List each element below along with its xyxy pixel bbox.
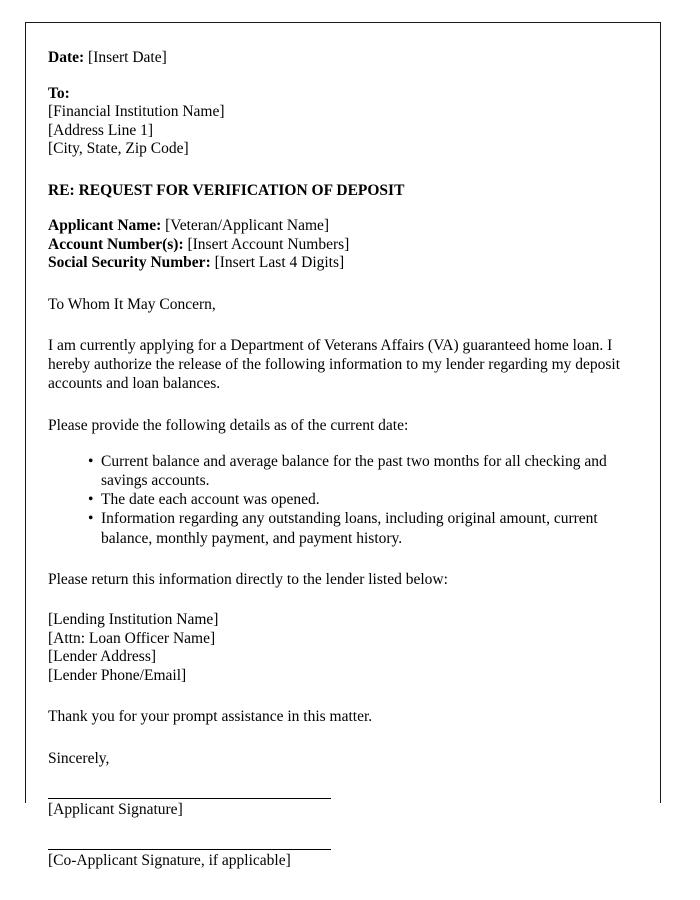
to-label: To: xyxy=(48,84,70,102)
document-content xyxy=(26,23,660,871)
spacer xyxy=(48,314,634,336)
account-numbers-row xyxy=(48,236,634,255)
list-item: • Current balance and average balance for the past two months for all checking and savings accounts. xyxy=(88,452,634,490)
list-item: • The date each account was opened. xyxy=(88,490,634,509)
account-numbers-value: [Insert Account Numbers] xyxy=(187,235,350,253)
requested-details-list xyxy=(48,452,634,548)
applicant-name-value: [Veteran/Applicant Name] xyxy=(165,216,330,234)
spacer xyxy=(48,273,634,295)
applicant-name-row xyxy=(48,217,634,236)
spacer xyxy=(48,819,634,849)
ssn-label: Social Security Number: xyxy=(48,254,211,272)
spacer xyxy=(48,727,634,749)
recipient-institution: [Financial Institution Name] xyxy=(48,103,225,121)
spacer xyxy=(48,589,634,611)
coapplicant-signature-label: [Co-Applicant Signature, if applicable] xyxy=(48,852,291,870)
recipient-city-state-zip: [City, State, Zip Code] xyxy=(48,140,189,158)
ssn-value: [Insert Last 4 Digits] xyxy=(214,254,345,272)
thanks-paragraph: Thank you for your prompt assistance in this matter. xyxy=(48,708,373,726)
spacer xyxy=(48,685,634,707)
account-numbers-label: Account Number(s): xyxy=(48,235,184,253)
closing: Sincerely, xyxy=(48,749,110,767)
return-instruction: Please return this information directly to the lender listed below: xyxy=(48,570,448,588)
document-page xyxy=(25,22,661,870)
recipient-address-line: [Address Line 1] xyxy=(48,121,154,139)
ssn-row xyxy=(48,254,634,273)
lender-attn: [Attn: Loan Officer Name] xyxy=(48,629,216,647)
spacer xyxy=(48,768,634,798)
spacer xyxy=(48,435,634,452)
spacer xyxy=(48,159,634,181)
date-value: [Insert Date] xyxy=(88,49,167,66)
lender-contact: [Lender Phone/Email] xyxy=(48,666,187,684)
applicant-name-label: Applicant Name: xyxy=(48,216,162,234)
spacer xyxy=(48,200,634,217)
spacer xyxy=(48,394,634,416)
subject-heading: RE: REQUEST FOR VERIFICATION OF DEPOSIT xyxy=(48,181,405,199)
request-intro: Please provide the following details as of the current date: xyxy=(48,416,409,434)
body-paragraph: I am currently applying for a Department of Veterans Affairs (VA) guaranteed home loan. I hereby authorize the release of the following information to my lender regarding my deposit accounts and loan balances. xyxy=(48,336,621,393)
spacer xyxy=(48,548,634,570)
salutation: To Whom It May Concern, xyxy=(48,295,216,313)
spacer xyxy=(48,68,634,85)
list-item: • Information regarding any outstanding loans, including original amount, current balance, monthly payment, and payment history. xyxy=(88,509,634,547)
lender-address: [Lender Address] xyxy=(48,648,157,666)
date-label: Date: xyxy=(48,49,85,66)
lender-institution: [Lending Institution Name] xyxy=(48,610,219,628)
date-line xyxy=(48,49,634,68)
applicant-signature-label: [Applicant Signature] xyxy=(48,800,183,818)
